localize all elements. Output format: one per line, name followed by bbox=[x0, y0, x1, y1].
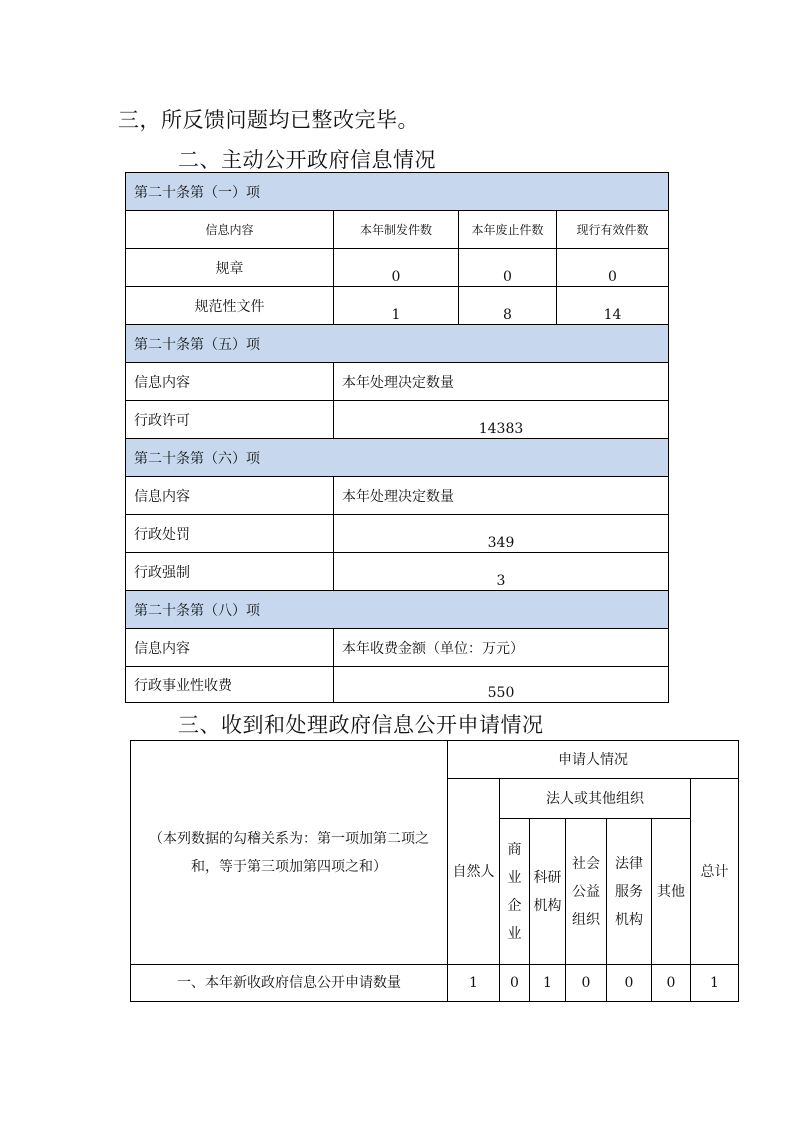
row-name: 行政许可 bbox=[125, 400, 334, 439]
row-issued: 0 bbox=[333, 248, 459, 287]
row-name: 行政处罚 bbox=[125, 514, 334, 553]
row-name: 规范性文件 bbox=[125, 286, 334, 325]
social-text: 公益 bbox=[572, 883, 600, 900]
business-char: 商 bbox=[507, 841, 522, 858]
legal-service-text: 法律 bbox=[615, 855, 643, 872]
research-text: 科研 bbox=[533, 869, 562, 886]
row-name: 行政事业性收费 bbox=[125, 666, 334, 703]
art20-8-header: 第二十条第（八）项 bbox=[125, 590, 669, 629]
row-value: 349 bbox=[333, 514, 669, 553]
section3-title: 三、收到和处理政府信息公开申请情况 bbox=[178, 713, 544, 737]
row-name: 行政强制 bbox=[125, 552, 334, 591]
col-content-header: 信息内容 bbox=[125, 210, 334, 249]
art20-5-header: 第二十条第（五）项 bbox=[125, 324, 669, 363]
applicant-header: 申请人情况 bbox=[447, 740, 739, 779]
row-value: 3 bbox=[333, 552, 669, 591]
col-content-header: 信息内容 bbox=[125, 628, 334, 667]
col-count-header: 本年处理决定数量 bbox=[333, 476, 669, 515]
art20-6-header: 第二十条第（六）项 bbox=[125, 438, 669, 477]
social-text: 社会 bbox=[572, 855, 600, 872]
research-text: 机构 bbox=[533, 897, 562, 914]
social-text: 组织 bbox=[572, 911, 600, 928]
row-issued: 1 bbox=[333, 286, 459, 325]
social-welfare-header bbox=[565, 818, 607, 965]
row-valid: 14 bbox=[556, 286, 669, 325]
row1-business: 0 bbox=[499, 964, 530, 1002]
total-header: 总计 bbox=[690, 778, 739, 965]
col-issued-header: 本年制发件数 bbox=[333, 210, 459, 249]
row1-label: 一、本年新收政府信息公开申请数量 bbox=[130, 964, 448, 1002]
col-abolished-header: 本年废止件数 bbox=[458, 210, 557, 249]
consistency-note-cell bbox=[130, 740, 448, 965]
row-value: 14383 bbox=[333, 400, 669, 439]
row-name: 规章 bbox=[125, 248, 334, 287]
applications-table bbox=[131, 741, 739, 1002]
consistency-note-line1: （本列数据的勾稽关系为：第一项加第二项之 bbox=[149, 830, 429, 847]
row-abolished: 0 bbox=[458, 248, 557, 287]
row1-social: 0 bbox=[565, 964, 607, 1002]
row1-legal-service: 0 bbox=[606, 964, 652, 1002]
legal-service-text: 机构 bbox=[615, 911, 643, 928]
research-header bbox=[529, 818, 566, 965]
row1-total: 1 bbox=[690, 964, 739, 1002]
art20-1-header: 第二十条第（一）项 bbox=[125, 172, 669, 211]
col-content-header: 信息内容 bbox=[125, 362, 334, 401]
row-value: 550 bbox=[333, 666, 669, 703]
section2-title: 二、主动公开政府信息情况 bbox=[178, 148, 436, 172]
row1-other: 0 bbox=[651, 964, 691, 1002]
business-char: 业 bbox=[507, 925, 522, 942]
consistency-note-line2: 和，等于第三项加第四项之和） bbox=[191, 858, 387, 875]
col-valid-header: 现行有效件数 bbox=[556, 210, 669, 249]
business-char: 企 bbox=[507, 897, 522, 914]
col-count-header: 本年处理决定数量 bbox=[333, 362, 669, 401]
natural-person-header: 自然人 bbox=[447, 778, 500, 965]
legal-service-text: 服务 bbox=[615, 883, 643, 900]
col-amount-header: 本年收费金额（单位：万元） bbox=[333, 628, 669, 667]
col-content-header: 信息内容 bbox=[125, 476, 334, 515]
row-valid: 0 bbox=[556, 248, 669, 287]
other-header: 其他 bbox=[651, 818, 691, 965]
row1-research: 1 bbox=[529, 964, 566, 1002]
row1-natural-person: 1 bbox=[447, 964, 500, 1002]
legal-service-header bbox=[606, 818, 652, 965]
intro-line: 三，所反馈问题均已整改完毕。 bbox=[118, 108, 419, 132]
business-header bbox=[499, 818, 530, 965]
row-abolished: 8 bbox=[458, 286, 557, 325]
proactive-disclosure-table bbox=[126, 173, 669, 703]
business-char: 业 bbox=[507, 869, 522, 886]
legal-entity-header: 法人或其他组织 bbox=[499, 778, 691, 819]
